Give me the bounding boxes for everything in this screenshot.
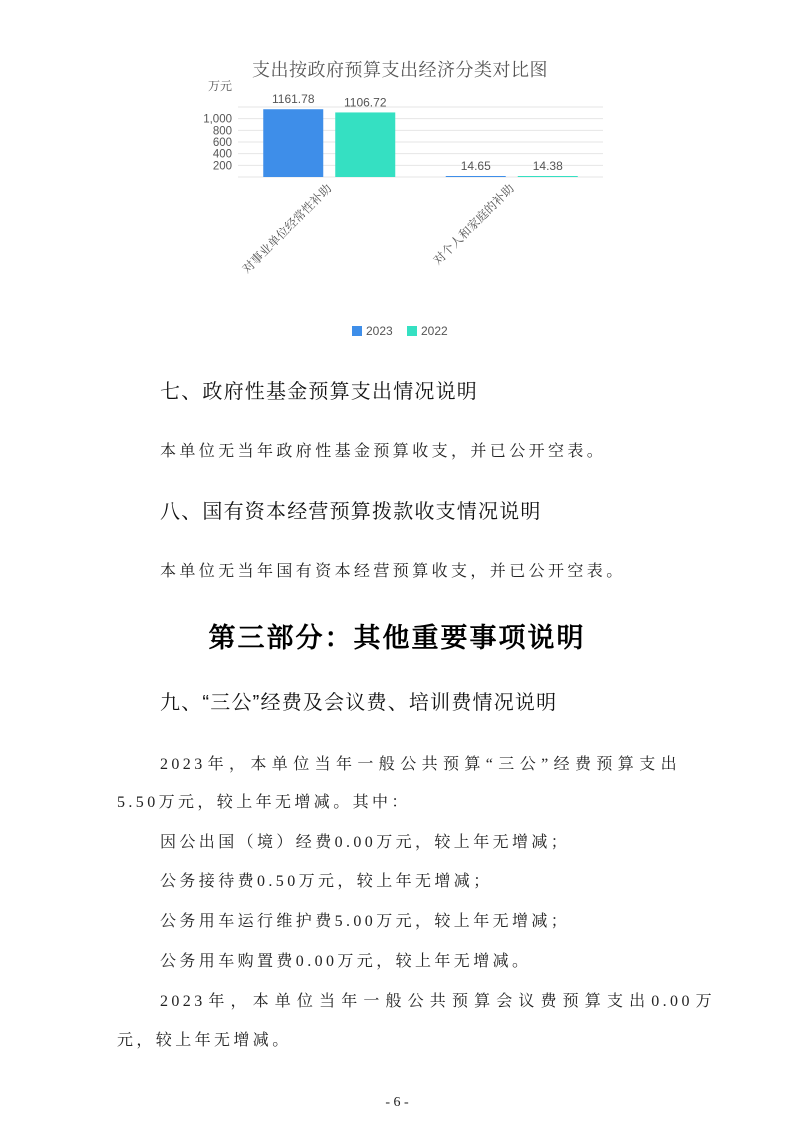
data-label: 1161.78: [272, 92, 315, 107]
meeting-paragraph-line-1: 2023年，本单位当年一般公共预算会议费预算支出0.00万: [160, 993, 715, 1010]
expenditure-comparison-chart: [0, 0, 794, 350]
list-item: 公务用车运行维护费5.00万元，较上年无增减；: [160, 913, 571, 930]
part-3-title: 第三部分：其他重要事项说明: [208, 623, 586, 653]
three-public-paragraph-line-1: 2023年，本单位当年一般公共预算“三公”经费预算支出: [160, 756, 680, 773]
list-item: 公务接待费0.50万元，较上年无增减；: [160, 873, 493, 890]
y-tick-label: 400: [212, 148, 232, 161]
list-item: 因公出国（境）经费0.00万元，较上年无增减；: [160, 834, 571, 851]
bar-2022-0: [335, 112, 395, 177]
y-axis-unit-label: 万元: [207, 79, 232, 93]
meeting-paragraph-line-2: 元，较上年无增减。: [117, 1032, 292, 1049]
data-label: 1106.72: [344, 95, 387, 110]
section-9-heading: 九、“三公”经费及会议费、培训费情况说明: [160, 692, 558, 714]
bar-2023-0: [263, 109, 323, 177]
legend-swatch-2023: [352, 326, 362, 336]
y-tick-label: 600: [212, 137, 232, 149]
data-label: 14.65: [460, 159, 491, 173]
section-7-heading: 七、政府性基金预算支出情况说明: [160, 381, 478, 403]
legend-swatch-2022: [407, 326, 417, 336]
chart-title: 支出按政府预算支出经济分类对比图: [252, 60, 548, 80]
page-number: - 6 -: [385, 1095, 409, 1110]
legend-label-2022: 2022: [421, 324, 448, 338]
section-8-body: 本单位无当年国有资本经营预算收支，并已公开空表。: [160, 563, 626, 580]
section-8-heading: 八、国有资本经营预算拨款收支情况说明: [160, 501, 542, 523]
list-item: 公务用车购置费0.00万元，较上年无增减。: [160, 953, 532, 970]
y-tick-label: 200: [212, 160, 232, 173]
three-public-paragraph-line-2: 5.50万元，较上年无增减。其中：: [117, 794, 411, 811]
section-7-body: 本单位无当年政府性基金预算收支，并已公开空表。: [160, 443, 607, 460]
legend-label-2023: 2023: [366, 324, 393, 338]
bar-2022-1: [518, 176, 578, 177]
y-tick-label: 1,000: [203, 113, 232, 126]
data-label: 14.38: [532, 159, 563, 173]
chart-marks: [203, 92, 578, 338]
x-tick-label: 对事业单位经常性补助: [239, 181, 335, 276]
bar-2023-1: [446, 176, 506, 177]
y-tick-label: 800: [212, 125, 232, 138]
x-tick-label: 对个人和家庭的补助: [430, 181, 517, 268]
